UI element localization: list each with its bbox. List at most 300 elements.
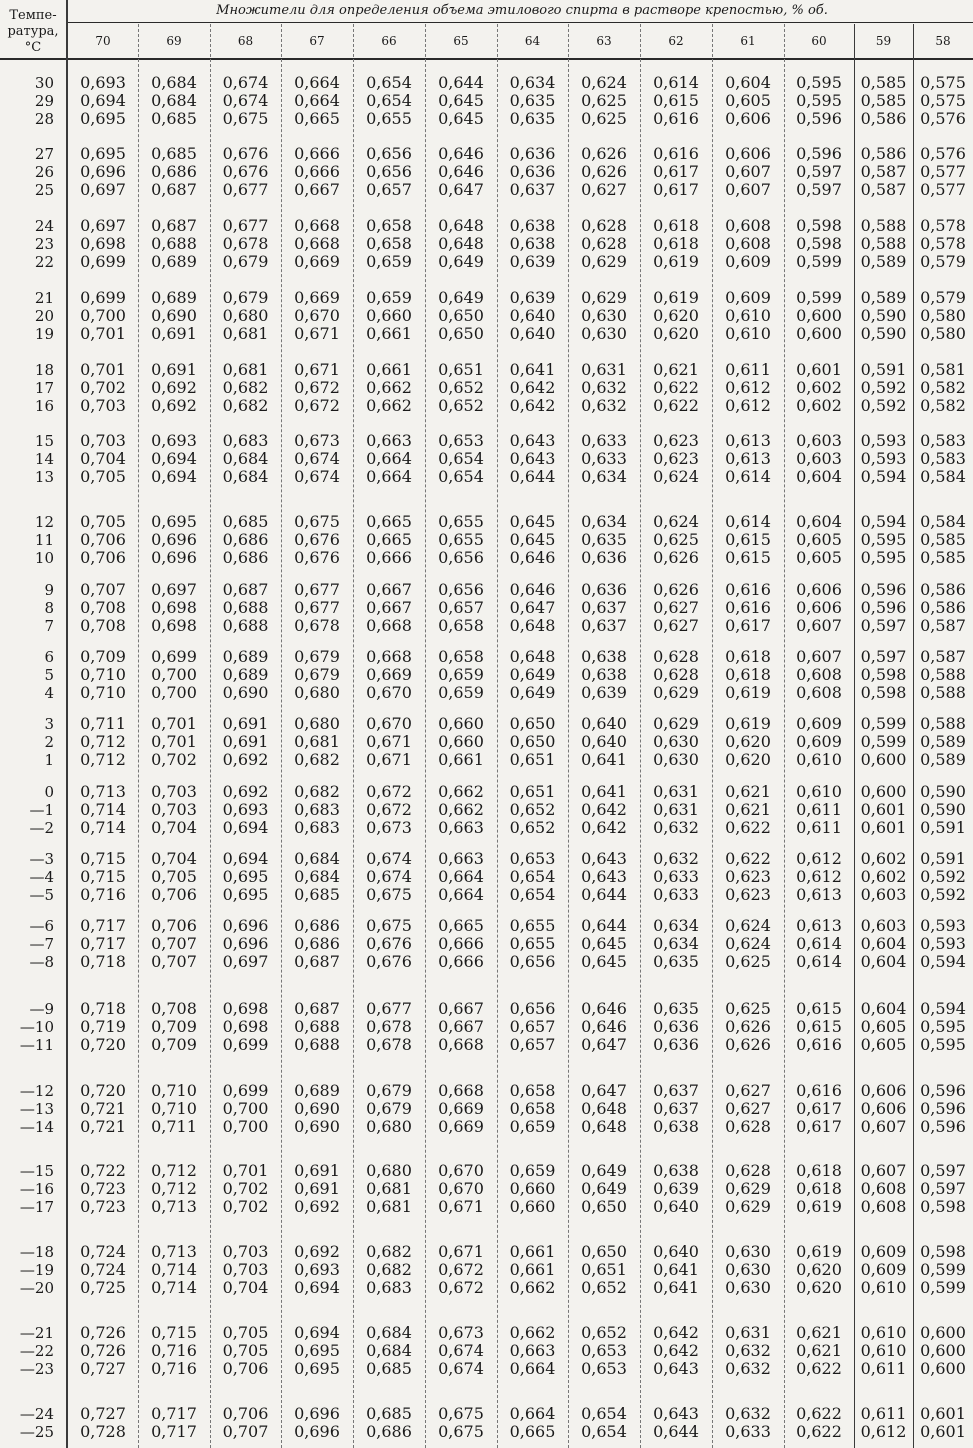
value-cell: 0,684 [151, 91, 197, 110]
value-cell: 0,665 [366, 512, 412, 531]
value-cell: 0,590 [920, 782, 966, 801]
value-cell: 0,625 [653, 530, 699, 549]
column-header-67: 67 [309, 34, 325, 48]
value-cell: 0,711 [80, 714, 126, 733]
value-cell: 0,674 [366, 849, 412, 868]
value-cell: 0,665 [294, 109, 340, 128]
temperature-cell: 13 [34, 468, 54, 486]
value-cell: 0,652 [509, 818, 556, 837]
value-cell: 0,580 [920, 324, 966, 343]
value-cell: 0,713 [151, 1242, 197, 1261]
value-cell: 0,578 [920, 234, 966, 253]
value-cell: 0,646 [438, 144, 484, 163]
value-cell: 0,642 [581, 800, 627, 819]
value-cell: 0,703 [80, 396, 126, 415]
value-cell: 0,641 [653, 1260, 699, 1279]
value-cell: 0,653 [509, 849, 556, 868]
value-cell: 0,669 [294, 252, 340, 271]
value-cell: 0,666 [294, 162, 340, 181]
value-cell: 0,717 [151, 1404, 197, 1423]
value-cell: 0,626 [581, 144, 627, 163]
value-cell: 0,705 [222, 1341, 269, 1360]
value-cell: 0,616 [653, 144, 699, 163]
value-cell: 0,672 [294, 378, 340, 397]
temperature-cell: 12 [34, 513, 54, 531]
value-cell: 0,660 [366, 306, 412, 325]
value-cell: 0,602 [796, 396, 842, 415]
temperature-cell: 9 [44, 581, 54, 599]
value-cell: 0,694 [151, 449, 197, 468]
value-cell: 0,591 [920, 849, 966, 868]
value-cell: 0,606 [860, 1081, 907, 1100]
value-cell: 0,607 [796, 647, 842, 666]
value-cell: 0,722 [80, 1161, 126, 1180]
value-cell: 0,667 [438, 1017, 484, 1036]
value-cell: 0,677 [222, 180, 269, 199]
value-cell: 0,653 [581, 1341, 627, 1360]
value-cell: 0,667 [366, 580, 412, 599]
value-cell: 0,582 [920, 396, 966, 415]
temperature-cell: —24 [19, 1405, 54, 1423]
value-cell: 0,670 [438, 1161, 484, 1180]
value-cell: 0,651 [509, 750, 556, 769]
value-cell: 0,586 [920, 598, 966, 617]
value-cell: 0,607 [860, 1161, 907, 1180]
value-cell: 0,644 [509, 467, 556, 486]
value-cell: 0,598 [920, 1242, 966, 1261]
value-cell: 0,688 [294, 1035, 340, 1054]
value-cell: 0,689 [294, 1081, 340, 1100]
value-cell: 0,646 [438, 162, 484, 181]
value-cell: 0,607 [860, 1117, 907, 1136]
value-cell: 0,666 [438, 952, 484, 971]
value-cell: 0,702 [151, 750, 197, 769]
value-cell: 0,587 [920, 647, 966, 666]
value-cell: 0,667 [294, 180, 340, 199]
value-cell: 0,599 [796, 252, 842, 271]
value-cell: 0,685 [222, 512, 269, 531]
value-cell: 0,654 [366, 91, 412, 110]
value-cell: 0,652 [509, 800, 556, 819]
value-cell: 0,633 [581, 449, 627, 468]
value-cell: 0,622 [653, 396, 699, 415]
value-cell: 0,682 [222, 378, 269, 397]
value-cell: 0,668 [294, 216, 340, 235]
value-cell: 0,591 [860, 360, 907, 379]
value-cell: 0,655 [509, 934, 556, 953]
value-cell: 0,637 [653, 1099, 699, 1118]
value-cell: 0,717 [80, 916, 126, 935]
value-cell: 0,575 [920, 73, 966, 92]
temperature-cell: —20 [19, 1279, 54, 1297]
value-cell: 0,678 [222, 234, 269, 253]
temperature-cell: 23 [34, 235, 54, 253]
value-cell: 0,717 [80, 934, 126, 953]
value-cell: 0,594 [920, 952, 966, 971]
value-cell: 0,691 [294, 1161, 340, 1180]
value-cell: 0,723 [80, 1179, 126, 1198]
value-cell: 0,698 [222, 999, 269, 1018]
value-cell: 0,721 [80, 1099, 126, 1118]
value-cell: 0,656 [366, 162, 412, 181]
value-cell: 0,584 [920, 467, 966, 486]
value-cell: 0,704 [80, 449, 126, 468]
value-cell: 0,671 [294, 324, 340, 343]
value-cell: 0,692 [294, 1197, 340, 1216]
value-cell: 0,644 [581, 885, 627, 904]
value-cell: 0,671 [366, 732, 412, 751]
value-cell: 0,631 [725, 1323, 771, 1342]
temperature-cell: —18 [19, 1243, 54, 1261]
value-cell: 0,673 [438, 1323, 484, 1342]
value-cell: 0,613 [796, 885, 842, 904]
value-cell: 0,681 [222, 360, 269, 379]
value-cell: 0,684 [294, 867, 340, 886]
value-cell: 0,700 [222, 1117, 269, 1136]
value-cell: 0,630 [725, 1278, 771, 1297]
temperature-cell: 20 [34, 307, 54, 325]
value-cell: 0,675 [294, 512, 340, 531]
value-cell: 0,709 [151, 1035, 197, 1054]
value-cell: 0,705 [222, 1323, 269, 1342]
value-cell: 0,606 [860, 1099, 907, 1118]
value-cell: 0,608 [796, 683, 842, 702]
value-cell: 0,718 [80, 999, 126, 1018]
value-cell: 0,590 [920, 800, 966, 819]
value-cell: 0,614 [653, 73, 699, 92]
value-cell: 0,715 [80, 867, 126, 886]
value-cell: 0,659 [509, 1161, 556, 1180]
value-cell: 0,643 [581, 867, 627, 886]
value-cell: 0,686 [366, 1422, 412, 1441]
value-cell: 0,628 [653, 665, 699, 684]
value-cell: 0,599 [920, 1260, 966, 1279]
value-cell: 0,634 [509, 73, 556, 92]
value-cell: 0,670 [294, 306, 340, 325]
value-cell: 0,622 [653, 378, 699, 397]
value-cell: 0,613 [796, 916, 842, 935]
value-cell: 0,703 [151, 782, 197, 801]
value-cell: 0,685 [151, 144, 197, 163]
value-cell: 0,684 [222, 467, 269, 486]
value-cell: 0,707 [151, 934, 197, 953]
value-cell: 0,699 [222, 1081, 269, 1100]
value-cell: 0,666 [294, 144, 340, 163]
value-cell: 0,719 [80, 1017, 126, 1036]
value-cell: 0,597 [860, 616, 907, 635]
value-cell: 0,599 [920, 1278, 966, 1297]
value-cell: 0,601 [920, 1404, 966, 1423]
value-cell: 0,596 [796, 144, 842, 163]
value-cell: 0,695 [222, 885, 269, 904]
value-cell: 0,653 [438, 431, 484, 450]
value-cell: 0,603 [796, 431, 842, 450]
temperature-cell: 3 [44, 715, 54, 733]
value-cell: 0,720 [80, 1081, 126, 1100]
value-cell: 0,712 [80, 732, 126, 751]
value-cell: 0,680 [366, 1161, 412, 1180]
value-cell: 0,615 [725, 548, 771, 567]
value-cell: 0,588 [920, 665, 966, 684]
value-cell: 0,596 [860, 598, 907, 617]
value-cell: 0,604 [860, 952, 907, 971]
value-cell: 0,615 [796, 1017, 842, 1036]
value-cell: 0,724 [80, 1260, 126, 1279]
value-cell: 0,688 [222, 616, 269, 635]
value-cell: 0,618 [725, 665, 771, 684]
value-cell: 0,641 [653, 1278, 699, 1297]
value-cell: 0,662 [509, 1278, 556, 1297]
value-cell: 0,667 [438, 999, 484, 1018]
value-cell: 0,691 [222, 714, 269, 733]
value-cell: 0,650 [509, 714, 556, 733]
value-cell: 0,647 [581, 1035, 627, 1054]
value-cell: 0,652 [438, 378, 484, 397]
value-cell: 0,669 [294, 288, 340, 307]
value-cell: 0,601 [860, 818, 907, 837]
value-cell: 0,652 [438, 396, 484, 415]
value-cell: 0,645 [438, 91, 484, 110]
value-cell: 0,714 [151, 1260, 197, 1279]
value-cell: 0,659 [438, 683, 484, 702]
value-cell: 0,696 [294, 1404, 340, 1423]
value-cell: 0,598 [796, 216, 842, 235]
value-cell: 0,695 [151, 512, 197, 531]
value-cell: 0,579 [920, 252, 966, 271]
temperature-cell: 21 [34, 289, 54, 307]
value-cell: 0,685 [366, 1404, 412, 1423]
value-cell: 0,593 [860, 431, 907, 450]
value-cell: 0,717 [151, 1422, 197, 1441]
value-cell: 0,643 [581, 849, 627, 868]
value-cell: 0,716 [151, 1341, 197, 1360]
value-cell: 0,595 [860, 530, 907, 549]
value-cell: 0,641 [581, 782, 627, 801]
value-cell: 0,583 [920, 449, 966, 468]
value-cell: 0,677 [294, 598, 340, 617]
value-cell: 0,654 [366, 73, 412, 92]
value-cell: 0,632 [581, 396, 627, 415]
value-cell: 0,636 [581, 580, 627, 599]
temperature-cell: —7 [29, 935, 54, 953]
value-cell: 0,608 [860, 1179, 907, 1198]
temperature-cell: —11 [19, 1036, 54, 1054]
value-cell: 0,655 [438, 512, 484, 531]
value-cell: 0,611 [796, 800, 842, 819]
value-cell: 0,693 [151, 431, 197, 450]
value-cell: 0,627 [725, 1081, 771, 1100]
value-cell: 0,684 [222, 449, 269, 468]
value-cell: 0,612 [725, 378, 771, 397]
value-cell: 0,706 [222, 1359, 269, 1378]
value-cell: 0,715 [151, 1323, 197, 1342]
value-cell: 0,604 [725, 73, 771, 92]
value-cell: 0,595 [920, 1017, 966, 1036]
value-cell: 0,587 [860, 180, 907, 199]
value-cell: 0,686 [222, 530, 269, 549]
value-cell: 0,661 [509, 1242, 556, 1261]
value-cell: 0,589 [920, 750, 966, 769]
value-cell: 0,626 [653, 548, 699, 567]
value-cell: 0,674 [294, 467, 340, 486]
value-cell: 0,600 [920, 1359, 966, 1378]
value-cell: 0,620 [796, 1278, 842, 1297]
value-cell: 0,595 [920, 1035, 966, 1054]
value-cell: 0,711 [151, 1117, 197, 1136]
value-cell: 0,638 [581, 647, 627, 666]
value-cell: 0,664 [509, 1359, 556, 1378]
temperature-cell: —4 [29, 868, 54, 886]
value-cell: 0,647 [581, 1081, 627, 1100]
value-cell: 0,642 [509, 378, 556, 397]
column-header-66: 66 [381, 34, 397, 48]
value-cell: 0,597 [860, 647, 907, 666]
value-cell: 0,614 [796, 952, 842, 971]
value-cell: 0,703 [151, 800, 197, 819]
value-cell: 0,620 [653, 306, 699, 325]
temperature-cell: —13 [19, 1100, 54, 1118]
value-cell: 0,625 [725, 999, 771, 1018]
value-cell: 0,616 [796, 1081, 842, 1100]
value-cell: 0,650 [581, 1197, 627, 1216]
value-cell: 0,689 [222, 665, 269, 684]
value-cell: 0,657 [438, 598, 484, 617]
value-cell: 0,690 [294, 1117, 340, 1136]
value-cell: 0,661 [438, 750, 484, 769]
value-cell: 0,627 [725, 1099, 771, 1118]
value-cell: 0,625 [581, 109, 627, 128]
table-caption: Множители для определения объема этилового спирта в растворе крепостью, % об. [216, 3, 828, 18]
value-cell: 0,640 [653, 1242, 699, 1261]
value-cell: 0,695 [80, 109, 126, 128]
value-cell: 0,585 [920, 548, 966, 567]
value-cell: 0,604 [860, 934, 907, 953]
value-cell: 0,610 [796, 750, 842, 769]
value-cell: 0,657 [509, 1035, 556, 1054]
value-cell: 0,605 [796, 530, 842, 549]
value-cell: 0,642 [509, 396, 556, 415]
value-cell: 0,618 [653, 234, 699, 253]
value-cell: 0,703 [222, 1260, 269, 1279]
value-cell: 0,649 [581, 1179, 627, 1198]
value-cell: 0,601 [860, 800, 907, 819]
value-cell: 0,701 [151, 732, 197, 751]
value-cell: 0,715 [80, 849, 126, 868]
value-cell: 0,696 [222, 916, 269, 935]
value-cell: 0,598 [796, 234, 842, 253]
value-cell: 0,716 [80, 885, 126, 904]
value-cell: 0,720 [80, 1035, 126, 1054]
value-cell: 0,626 [653, 580, 699, 599]
value-cell: 0,724 [80, 1242, 126, 1261]
value-cell: 0,688 [151, 234, 197, 253]
column-header-60: 60 [811, 34, 827, 48]
value-cell: 0,656 [509, 952, 556, 971]
value-cell: 0,671 [438, 1197, 484, 1216]
value-cell: 0,636 [509, 144, 556, 163]
value-cell: 0,600 [920, 1323, 966, 1342]
value-cell: 0,615 [653, 91, 699, 110]
value-cell: 0,687 [294, 999, 340, 1018]
value-cell: 0,697 [151, 580, 197, 599]
value-cell: 0,684 [294, 849, 340, 868]
value-cell: 0,682 [294, 782, 340, 801]
value-cell: 0,610 [725, 324, 771, 343]
value-cell: 0,679 [222, 252, 269, 271]
value-cell: 0,689 [151, 288, 197, 307]
value-cell: 0,710 [151, 1081, 197, 1100]
value-cell: 0,718 [80, 952, 126, 971]
value-cell: 0,609 [860, 1260, 907, 1279]
value-cell: 0,648 [509, 616, 556, 635]
value-cell: 0,656 [509, 999, 556, 1018]
value-cell: 0,586 [860, 144, 907, 163]
value-cell: 0,583 [920, 431, 966, 450]
value-cell: 0,619 [796, 1197, 842, 1216]
value-cell: 0,675 [366, 885, 412, 904]
value-cell: 0,686 [294, 934, 340, 953]
value-cell: 0,597 [920, 1161, 966, 1180]
value-cell: 0,601 [920, 1422, 966, 1441]
value-cell: 0,699 [151, 647, 197, 666]
value-cell: 0,695 [294, 1341, 340, 1360]
value-cell: 0,710 [151, 1099, 197, 1118]
value-cell: 0,676 [294, 530, 340, 549]
value-cell: 0,694 [294, 1323, 340, 1342]
value-cell: 0,627 [653, 616, 699, 635]
value-cell: 0,586 [860, 109, 907, 128]
value-cell: 0,683 [294, 818, 340, 837]
value-cell: 0,642 [581, 818, 627, 837]
value-cell: 0,639 [509, 252, 556, 271]
value-cell: 0,578 [920, 216, 966, 235]
value-cell: 0,602 [796, 378, 842, 397]
value-cell: 0,643 [509, 431, 556, 450]
value-cell: 0,645 [438, 109, 484, 128]
value-cell: 0,691 [151, 324, 197, 343]
value-cell: 0,619 [725, 714, 771, 733]
value-cell: 0,673 [366, 818, 412, 837]
temperature-header-line1: Темпе- [9, 8, 57, 23]
value-cell: 0,627 [581, 180, 627, 199]
value-cell: 0,659 [366, 252, 412, 271]
temperature-cell: —25 [19, 1423, 54, 1441]
value-cell: 0,710 [80, 665, 126, 684]
value-cell: 0,627 [653, 598, 699, 617]
value-cell: 0,670 [366, 714, 412, 733]
column-header-63: 63 [596, 34, 612, 48]
value-cell: 0,702 [222, 1197, 269, 1216]
value-cell: 0,726 [80, 1341, 126, 1360]
value-cell: 0,691 [151, 360, 197, 379]
value-cell: 0,629 [725, 1179, 771, 1198]
value-cell: 0,615 [796, 999, 842, 1018]
value-cell: 0,621 [725, 800, 771, 819]
value-cell: 0,714 [80, 818, 126, 837]
value-cell: 0,640 [581, 714, 627, 733]
temperature-header-line3: °C [24, 40, 42, 55]
value-cell: 0,687 [151, 180, 197, 199]
value-cell: 0,637 [653, 1081, 699, 1100]
value-cell: 0,690 [222, 683, 269, 702]
value-cell: 0,670 [366, 683, 412, 702]
temperature-cell: —9 [29, 1000, 54, 1018]
value-cell: 0,638 [653, 1117, 699, 1136]
value-cell: 0,633 [653, 867, 699, 886]
value-cell: 0,609 [725, 288, 771, 307]
value-cell: 0,640 [581, 732, 627, 751]
value-cell: 0,589 [920, 732, 966, 751]
